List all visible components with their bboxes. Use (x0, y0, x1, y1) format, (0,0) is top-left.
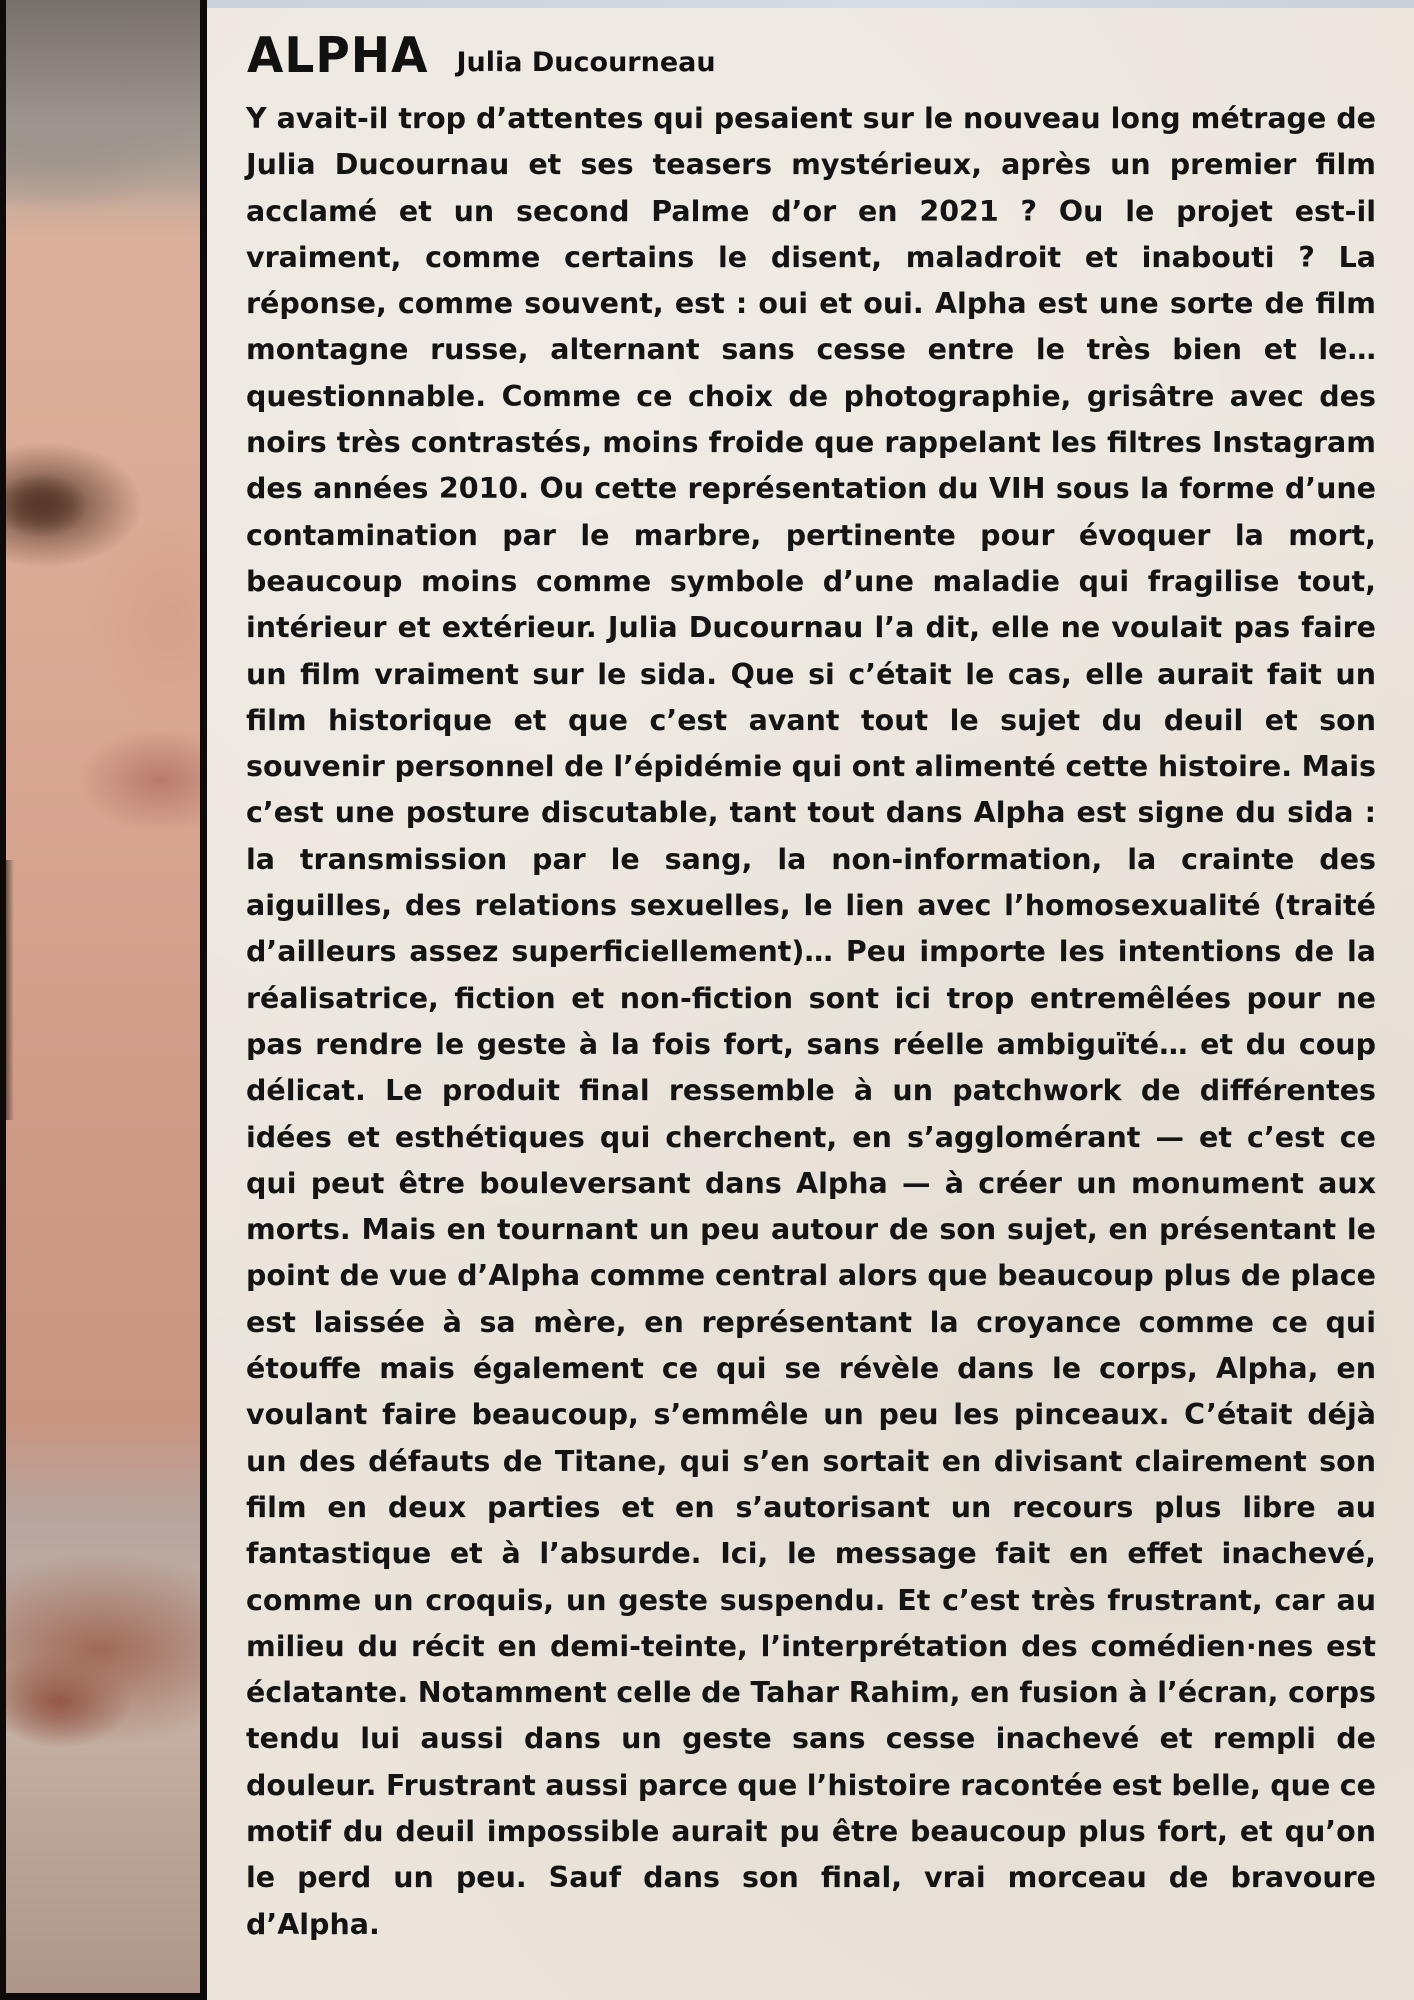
director-name: Julia Ducourneau (456, 47, 716, 78)
left-frame-border (0, 0, 6, 2000)
portrait-hair (0, 0, 200, 210)
photo-divider-bar (200, 0, 207, 2000)
film-title: ALPHA (247, 26, 429, 85)
actress-portrait-photo (0, 0, 200, 2000)
bottom-frame-border (0, 1993, 207, 2000)
top-edge-strip (207, 0, 1414, 8)
review-body-text: Y avait-il trop d’attentes qui pesaient sur le nouveau long métrage de Julia Ducournau et ses teasers mystérieux, après un premier film acclamé et un second Palme d’or en 2021 ? Ou le projet est-il vraiment, comme certains le disent, maladroit et inabouti ? La réponse, comme souvent, est : oui et oui. Alpha est une sorte de film montagne russe, alternant sans cesse entre le très bien et le… questionnable. Comme ce choix de photographie, grisâtre avec des noirs très contrastés, moins froide que rappelant les filtres Instagram des années 2010. Ou cette représentation du VIH sous la forme d’une contamination par le marbre, pertinente pour évoquer la mort, beaucoup moins comme symbole d’une maladie qui fragilise tout, intérieur et extérieur. Julia Ducournau l’a dit, elle ne voulait pas faire un film vraiment sur le sida. Que si c’était le cas, elle aurait fait un film historique et que c’est avant tout le sujet du deuil et son souvenir personnel de l’épidémie qui ont alimenté cette histoire. Mais c’est une posture discutable, tant tout dans Alpha est signe du sida : la transmission par le sang, la non-information, la crainte des aiguilles, des relations sexuelles, le lien avec l’homosexualité (traité d’ailleurs assez superficiellement)… Peu importe les intentions de la réalisatrice, fiction et non-fiction sont ici trop entremêlées pour ne pas rendre le geste à la fois fort, sans réelle ambiguïté… et du coup délicat. Le produit final ressemble à un patchwork de différentes idées et esthétiques qui cherchent, en s’agglomérant — et c’est ce qui peut être bouleversant dans Alpha — à créer un monument aux morts. Mais en tournant un peu autour de son sujet, en présentant le point de vue d’Alpha comme central alors que beaucoup plus de place est laissée à sa mère, en représentant la croyance comme ce qui étouffe mais également ce qui se révèle dans le corps, Alpha, en voulant faire beaucoup, s’emmêle un peu les pinceaux. C’était déjà un des défauts de Titane, qui s’en sortait en divisant clairement son film en deux parties et en s’autorisant un recours plus libre au fantastique et à l’absurde. Ici, le message fait en effet inachevé, comme un croquis, un geste suspendu. Et c’est très frustrant, car au milieu du récit en demi-teinte, l’interprétation des comédien·nes est éclatante. Notamment celle de Tahar Rahim, en fusion à l’écran, corps tendu lui aussi dans un geste sans cesse inachevé et rempli de douleur. Frustrant aussi parce que l’histoire racontée est belle, que ce motif du deuil impossible aurait pu être beaucoup plus fort, et qu’on le perd un peu. Sauf dans son final, vrai morceau de bravoure d’Alpha. (246, 102, 1376, 1941)
article-header (247, 28, 716, 83)
